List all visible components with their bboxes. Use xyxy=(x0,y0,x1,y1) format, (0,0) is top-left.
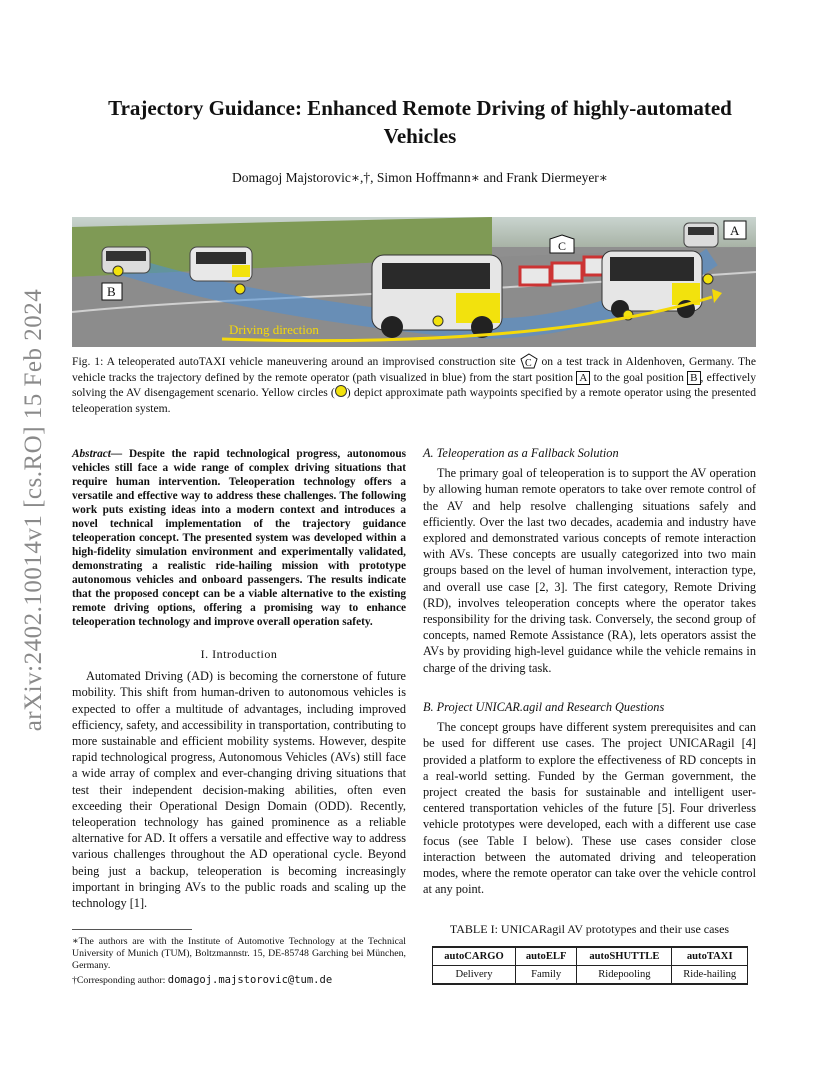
table-cell: Ride-hailing xyxy=(672,966,748,985)
table-row xyxy=(433,966,748,985)
table-cell: Family xyxy=(515,966,576,985)
table-caption: TABLE I: UNICARagil AV prototypes and their use cases xyxy=(449,922,730,936)
footnotes xyxy=(72,936,406,987)
vehicle-far-right xyxy=(684,223,718,247)
introduction-paragraph: Automated Driving (AD) is becoming the cornerstone of future mobility. This shift from human-driven to autonomous vehicles is expected to offer a multitude of advantages, including improved efficiency, safety, and accessibility in transportation, contributing to more sustainable and efficient mobility systems. However, despite rapid technological progress, Autonomous Vehicles (AVs) still face a wide array of complex and ever-changing driving situations that test their independent decision-making abilities, often even exceeding their Operational Design Domain (ODD). Recently, teleoperation technology has gained prominence as a reliable alternative for AD. It offers a versatile and effective way to address various challenges throughout the AD operational cycle. Beyond being just a backup, teleoperation is becoming increasingly important in bringing AVs to the public roads and scaling up the technology [1]. xyxy=(72,669,406,911)
use-case-table xyxy=(432,946,748,985)
subsection-b-paragraph: The concept groups have different system prerequisites and can be used for different use cases. The project UNICARagil [4] provided a platform to explore the effectiveness of RD concepts in a real-world setting. Funded by the German government, the project created the basis for sustainable and intelligent user-centered transportation vehicles of the future [5]. Four driverless vehicle prototypes were developed, each with a different use case focus (see Table I below). These use cases consider close interaction between the automated driving and teleoperation modes, where the remote operator can take over the vehicle control at any point. xyxy=(423,720,756,897)
table-header-cell: autoCARGO xyxy=(433,947,516,966)
subsection-b xyxy=(423,699,756,897)
table-header-row xyxy=(433,947,748,966)
goal-position-label: A xyxy=(730,223,740,238)
section-introduction xyxy=(72,646,406,911)
footnote-affiliation: ∗The authors are with the Institute of Automotive Technology at the Technical University of Munich (TUM), Boltzmannstr. 15, DE-85748 Garching bei München, Germany. xyxy=(72,936,406,971)
start-position-label: B xyxy=(107,284,116,299)
caption-part-4: , effectively solving the AV disengagement scenario. Yellow circles ( xyxy=(72,370,757,399)
caption-part-1: Fig. 1: A teleoperated autoTAXI vehicle maneuvering around an improvised construction site xyxy=(72,355,516,368)
table-header-cell: autoELF xyxy=(515,947,576,966)
author-list: Domagoj Majstorovic∗,†, Simon Hoffmann∗ and Frank Diermeyer∗ xyxy=(232,170,608,185)
driving-direction-label: Driving direction xyxy=(229,322,319,337)
caption-part-5: ) depict approximate path waypoints specified by a remote operator using the presented teleoperation system. xyxy=(72,386,756,415)
vehicle-second xyxy=(190,247,252,281)
caption-part-3: to the goal position xyxy=(593,370,684,384)
table-header-cell: autoSHUTTLE xyxy=(577,947,672,966)
arxiv-sidebar xyxy=(14,290,54,730)
abstract-text: Despite the rapid technological progress, autonomous vehicles still face a wide range of complex driving situations that require human intervention. Teleoperation technology offers a versatile and effective way to address these challenges. The following work puts existing ideas into a modern context and introduces a novel technical implementation of the trajectory guidance teleoperation concept. The presented system was developed within a high-fidelity simulation environment and experimentally validated, demonstrating a realistic ride-hailing mission with prototype autonomous vehicles and onboard passengers. The results indicate that the proposed concept can be a viable alternative to the existing remote driving options, offering a promising way to enhance teleoperation technology and improve overall operation safety. xyxy=(72,448,406,628)
footnote-rule xyxy=(72,929,192,930)
paper-title: Trajectory Guidance: Enhanced Remote Driving of highly-automated Vehicles xyxy=(108,96,732,148)
svg-text:C: C xyxy=(524,358,532,369)
subsection-b-heading: B. Project UNICAR.agil and Research Questions xyxy=(423,700,665,714)
subsection-a-paragraph: The primary goal of teleoperation is to support the AV operation by allowing human remote operators to take over remote control of the AV and help resolve challenging situations safely and efficiently. Over the last two decades, academia and industry have explored and demonstrated various concepts of remote interaction with AVs. These concepts are usually categorized into two main groups based on the level of human involvement, interaction type, and overall use case [2, 3]. The first category, Remote Driving (RD), involves teleoperation concepts where the operator takes responsibility for the driving task. Conversely, the second group of concepts, named Remote Assistance (RA), lets operators assist the AVs by providing high-level guidance while the vehicle remains in charge of the driving task. xyxy=(423,466,756,675)
table-cell: Delivery xyxy=(433,966,516,985)
arxiv-identifier: arXiv:2402.10014v1 [cs.RO] 15 Feb 2024 xyxy=(20,288,47,732)
abstract-label: Abstract— xyxy=(72,448,123,460)
footnote-corresponding: †Corresponding author: domagoj.majstorovic@tum.de xyxy=(72,974,333,986)
abstract xyxy=(72,447,406,629)
vehicle-small-left xyxy=(102,247,150,273)
caption-part-2: on a test track in Aldenhoven, Germany. The vehicle tracks the trajectory defined by the remote operator (path visualized in blue) from the start position xyxy=(72,355,756,384)
pentagon-icon xyxy=(520,353,538,369)
section-heading: I. Introduction xyxy=(200,647,278,661)
corresponding-email[interactable]: domagoj.majstorovic@tum.de xyxy=(167,974,333,986)
subsection-a xyxy=(423,445,756,676)
goal-box-inline: B xyxy=(687,371,700,385)
construction-site-label: C xyxy=(558,239,567,253)
vehicle-right xyxy=(602,251,702,318)
subsection-a-heading: A. Teleoperation as a Fallback Solution xyxy=(423,446,619,460)
table-header-cell: autoTAXI xyxy=(672,947,748,966)
table-cell: Ridepooling xyxy=(577,966,672,985)
figure-caption xyxy=(72,353,756,416)
test-track-illustration xyxy=(72,217,756,347)
yellow-circle-icon xyxy=(335,385,347,397)
figure-1-photo xyxy=(72,217,756,347)
start-box-inline: A xyxy=(576,371,590,385)
